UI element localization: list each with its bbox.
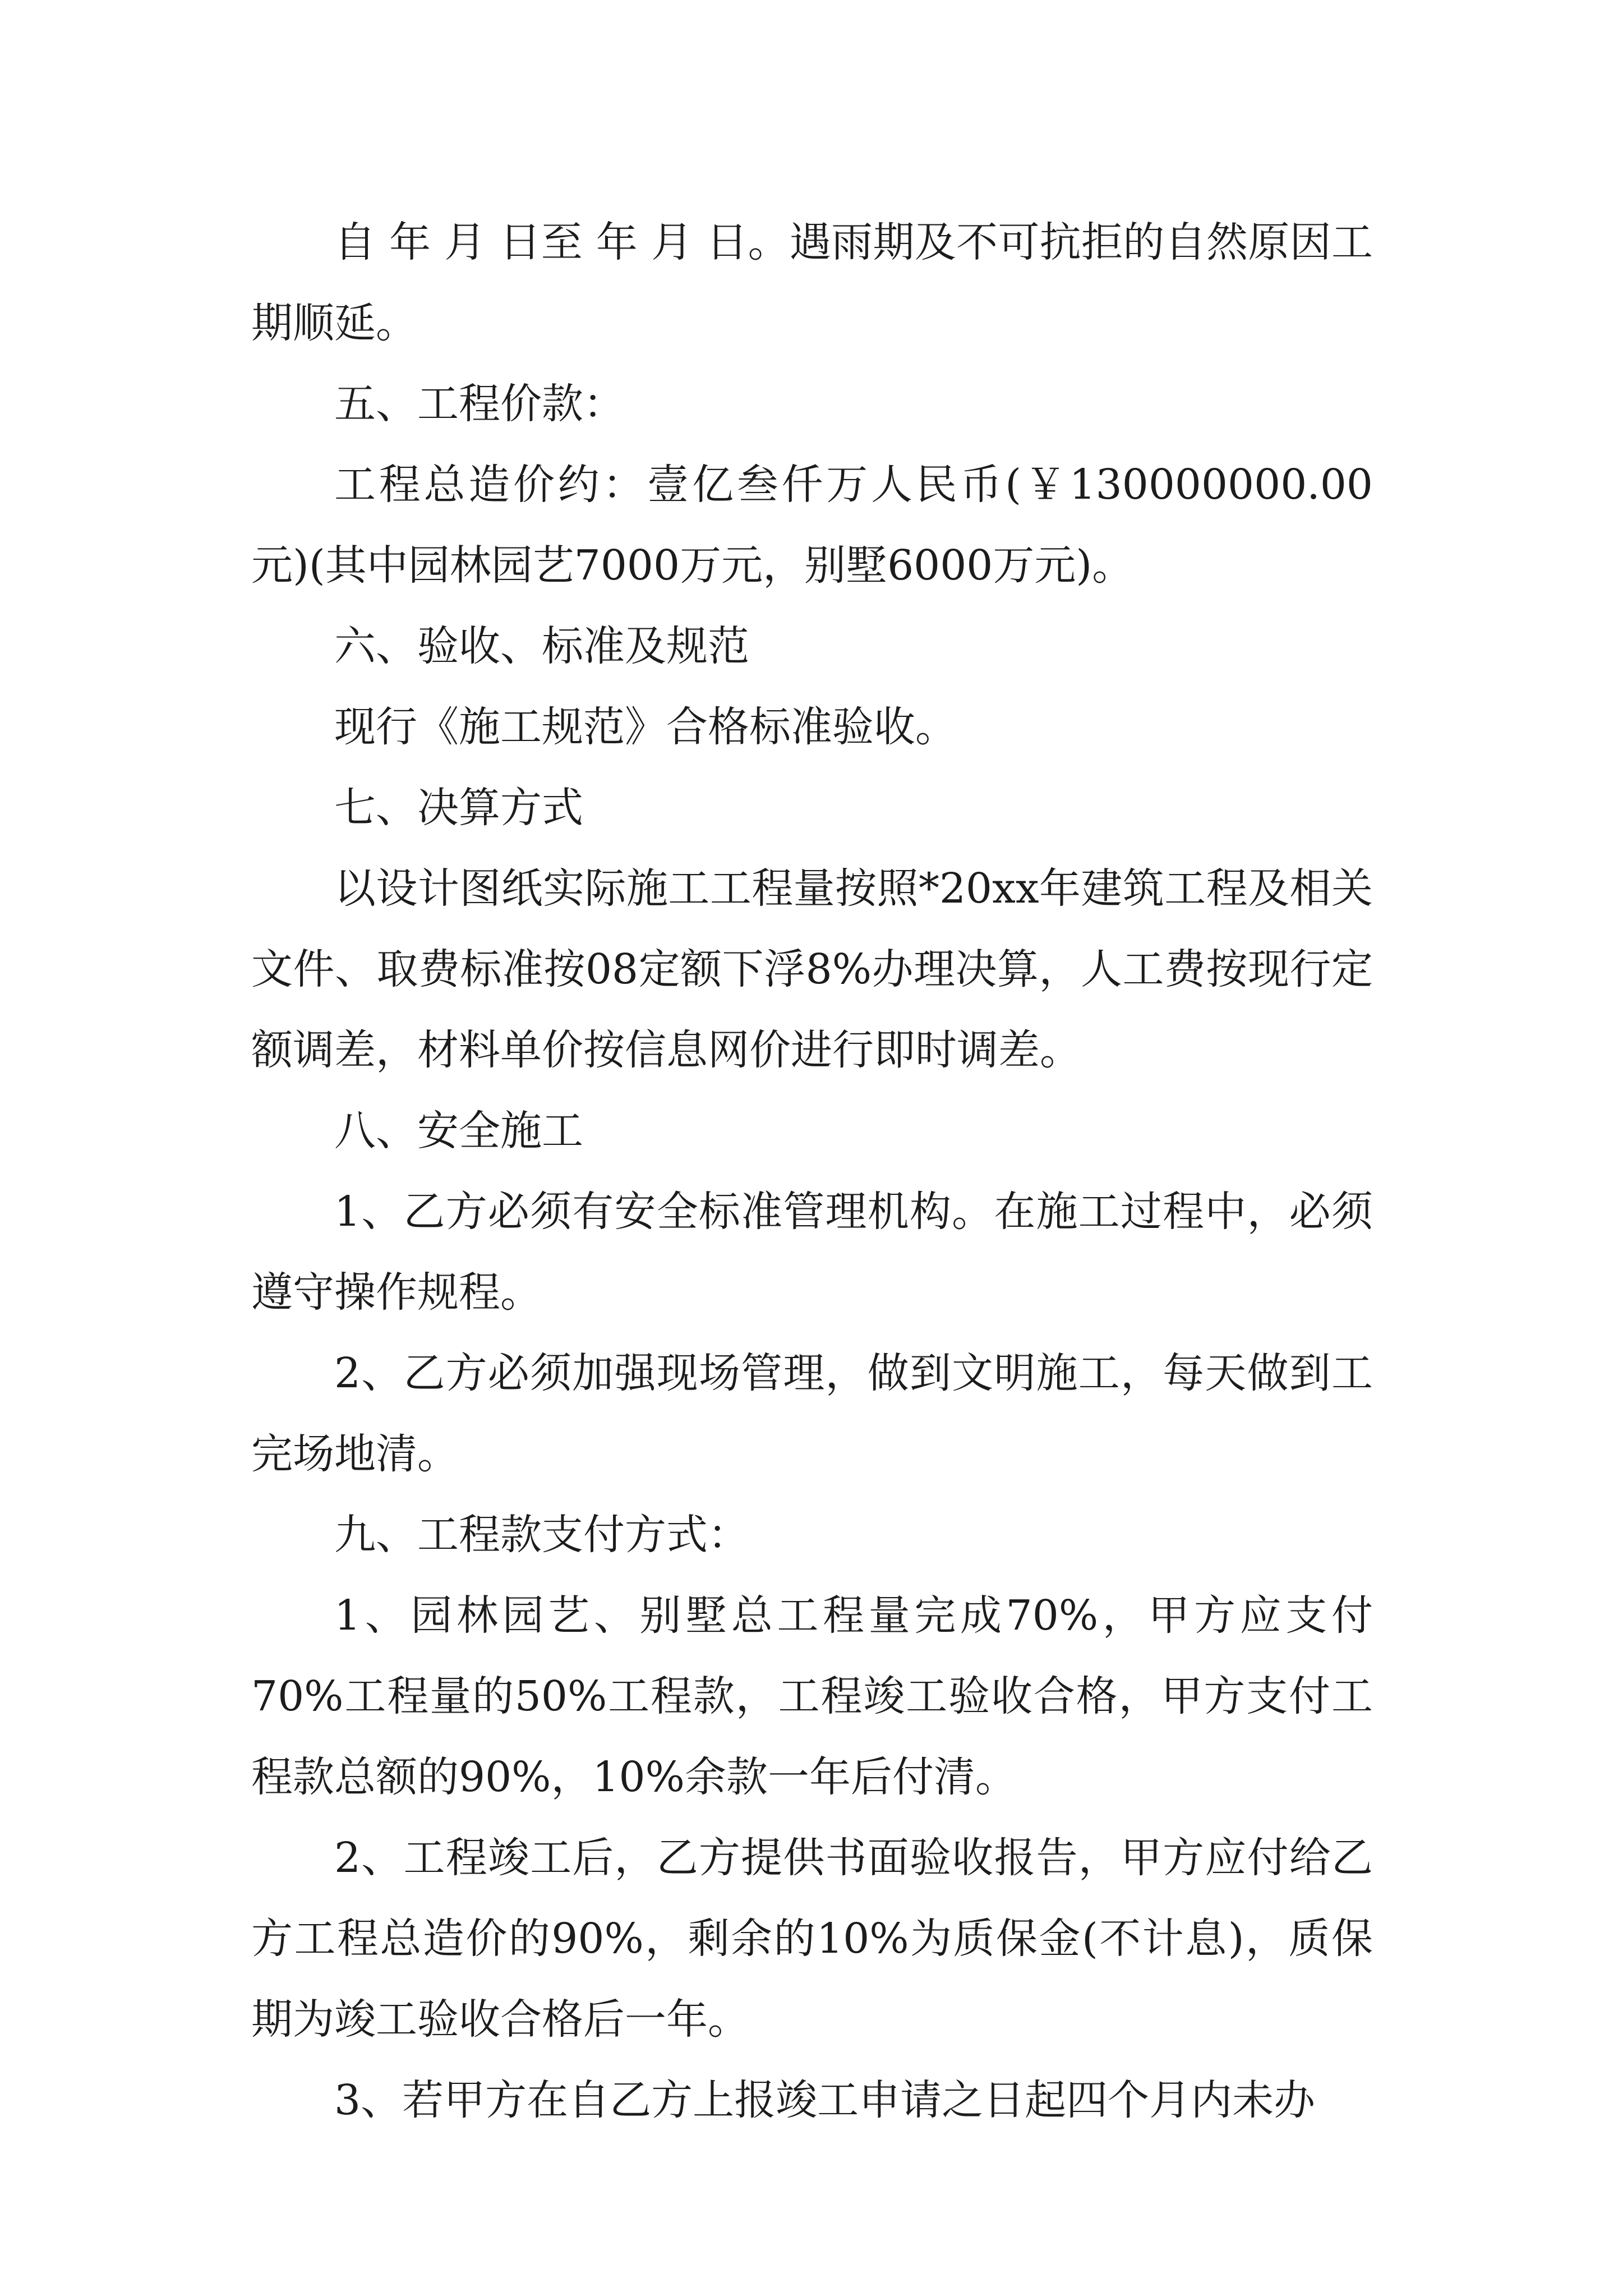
document-body bbox=[251, 202, 1373, 2141]
paragraph-safety-item-2: 2、乙方必须加强现场管理，做到文明施工，每天做到工完场地清。 bbox=[251, 1349, 1373, 1478]
heading-project-price: 五、工程价款： bbox=[334, 380, 625, 428]
heading-payment-method: 九、工程款支付方式： bbox=[334, 1511, 749, 1559]
heading-acceptance-standards: 六、验收、标准及规范 bbox=[334, 622, 749, 670]
paragraph-acceptance: 现行《施工规范》合格标准验收。 bbox=[334, 703, 957, 751]
paragraph-payment-item-3: 3、若甲方在自乙方上报竣工申请之日起四个月内未办 bbox=[334, 2076, 1316, 2124]
paragraph-construction-period: 自 年 月 日至 年 月 日。遇雨期及不可抗拒的自然原因工期顺延。 bbox=[251, 218, 1373, 347]
paragraph-settlement: 以设计图纸实际施工工程量按照*20xx年建筑工程及相关文件、取费标准按08定额下浮8%办理决算，人工费按现行定额调差，材料单价按信息网价进行即时调差。 bbox=[251, 864, 1373, 1074]
heading-settlement-method: 七、决算方式 bbox=[334, 784, 583, 832]
paragraph-total-cost: 工程总造价约：壹亿叁仟万人民币(￥130000000.00元)(其中园林园艺7000万元，别墅6000万元)。 bbox=[251, 461, 1373, 590]
paragraph-payment-item-1: 1、园林园艺、别墅总工程量完成70%，甲方应支付70%工程量的50%工程款，工程竣工验收合格，甲方支付工程款总额的90%，10%余款一年后付清。 bbox=[251, 1591, 1373, 1801]
paragraph-payment-item-2: 2、工程竣工后，乙方提供书面验收报告，甲方应付给乙方工程总造价的90%，剩余的10%为质保金(不计息)，质保期为竣工验收合格后一年。 bbox=[251, 1834, 1373, 2044]
heading-safe-construction: 八、安全施工 bbox=[334, 1107, 583, 1155]
paragraph-safety-item-1: 1、乙方必须有安全标准管理机构。在施工过程中，必须遵守操作规程。 bbox=[251, 1188, 1373, 1317]
